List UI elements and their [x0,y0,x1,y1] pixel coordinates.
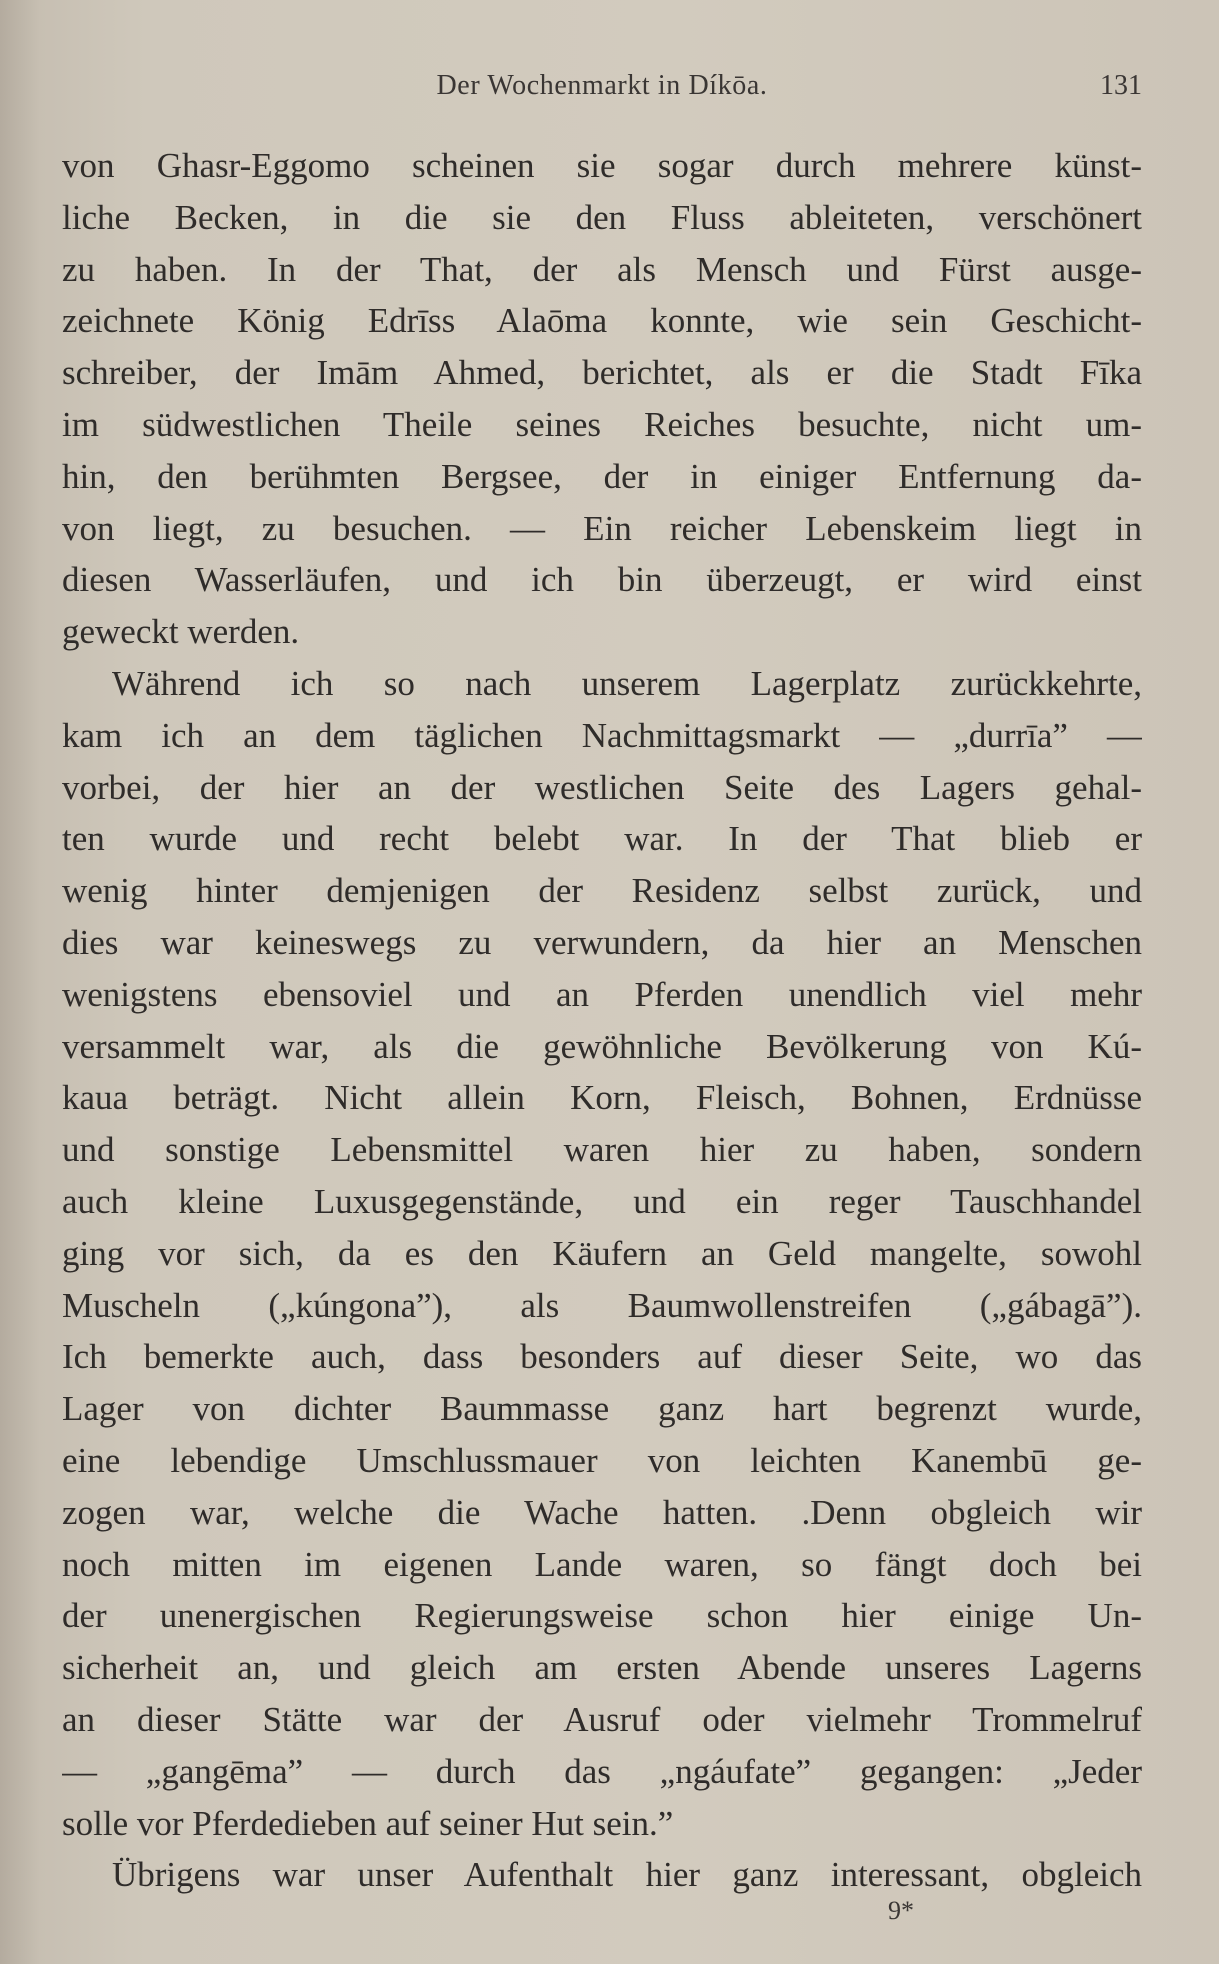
text-line: dies war keineswegs zu verwundern, da hier an Menschen [62,922,1142,962]
body-text [62,140,1142,1901]
text-line: kaua beträgt. Nicht allein Korn, Fleisch, Bohnen, Erdnüsse [62,1078,1142,1118]
text-line: auch kleine Luxusgegenstände, und ein reger Tauschhandel [62,1181,1142,1221]
text-line: an dieser Stätte war der Ausruf oder vielmehr Trommelruf [62,1699,1142,1739]
text-line: zogen war, welche die Wache hatten. .Denn obgleich wir [62,1492,1142,1532]
text-line: Muscheln („kúngona”), als Baumwollenstreifen („gábagā”). [62,1285,1142,1325]
text-line: vorbei, der hier an der westlichen Seite des Lagers gehal- [62,767,1142,807]
signature-mark: 9* [888,1896,914,1925]
text-line: im südwestlichen Theile seines Reiches besuchte, nicht um- [62,404,1142,444]
text-line: von liegt, zu besuchen. — Ein reicher Lebenskeim liegt in [62,508,1142,548]
text-line: wenigstens ebensoviel und an Pferden unendlich viel mehr [62,974,1142,1014]
text-line: noch mitten im eigenen Lande waren, so fängt doch bei [62,1544,1142,1584]
text-line: liche Becken, in die sie den Fluss ableiteten, verschönert [62,197,1142,237]
text-line: diesen Wasserläufen, und ich bin überzeugt, er wird einst [62,560,1142,600]
page-edge-shadow [0,0,40,1964]
text-line: ging vor sich, da es den Käufern an Geld mangelte, sowohl [62,1233,1142,1273]
text-line: von Ghasr-Eggomo scheinen sie sogar durch mehrere künst- [62,146,1142,185]
text-line: eine lebendige Umschlussmauer von leichten Kanembū ge- [62,1440,1142,1480]
text-line: zeichnete König Edrīss Alaōma konnte, wie sein Geschicht- [62,301,1142,341]
paragraph-start-line: Während ich so nach unserem Lagerplatz zurückkehrte, [112,663,1142,703]
text-line: sicherheit an, und gleich am ersten Abende unseres Lagerns [62,1648,1142,1688]
page-header [62,70,1142,110]
page-number: 131 [1100,70,1142,101]
text-line: — „gangēma” — durch das „ngáufate” gegangen: „Jeder [62,1751,1142,1791]
text-line: hin, den berühmten Bergsee, der in einiger Entfernung da- [62,456,1142,496]
text-line: schreiber, der Imām Ahmed, berichtet, als er die Stadt Fīka [62,353,1142,393]
text-line: ten wurde und recht belebt war. In der That blieb er [62,819,1142,859]
paragraph-start-line: Übrigens war unser Aufenthalt hier ganz interessant, obgleich [112,1855,1142,1895]
text-line: Ich bemerkte auch, dass besonders auf dieser Seite, wo das [62,1337,1142,1377]
text-line: versammelt war, als die gewöhnliche Bevölkerung von Kú- [62,1026,1142,1066]
text-line: der unenergischen Regierungsweise schon hier einige Un- [62,1596,1142,1636]
text-line: zu haben. In der That, der als Mensch und Fürst ausge- [62,249,1142,289]
text-line: Lager von dichter Baummasse ganz hart begrenzt wurde, [62,1389,1142,1429]
text-line: solle vor Pferdedieben auf seiner Hut sein.” [62,1803,674,1843]
text-line: kam ich an dem täglichen Nachmittagsmarkt — „durrīa” — [62,715,1142,755]
running-title: Der Wochenmarkt in Díkōa. [436,70,768,101]
text-line: wenig hinter demjenigen der Residenz selbst zurück, und [62,871,1142,911]
text-line: geweckt werden. [62,612,300,652]
text-line: und sonstige Lebensmittel waren hier zu haben, sondern [62,1130,1142,1170]
